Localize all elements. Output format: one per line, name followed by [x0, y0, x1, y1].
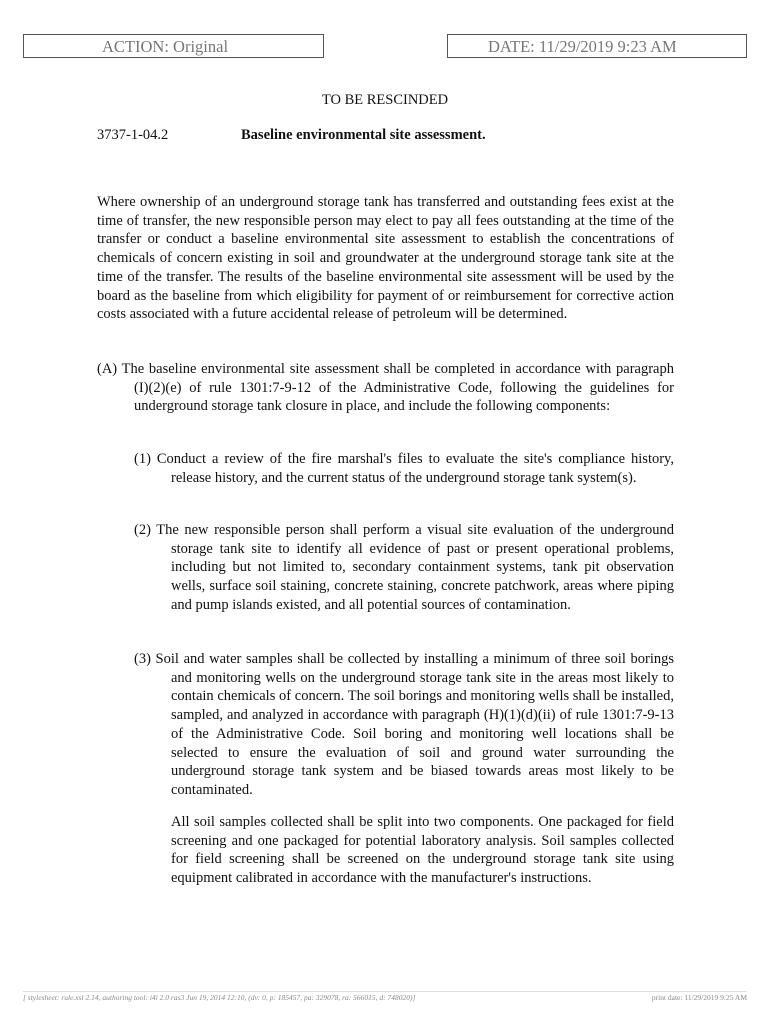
intro-paragraph: Where ownership of an underground storage tank has transferred and outstanding fees exist at the time of transfer, the new responsible person may elect to pay all fees outstanding at the time of the transfer or conduct a baseline environmental site assessment to establish the concentrations of chemicals of concern existing in soil and groundwater at the underground storage tank site at the time of the transfer. The results of the baseline environmental site assessment will be used by the board as the baseline from which eligibility for payment of or reimbursement for corrective action costs associated with a future accidental release of petroleum will be determined.: [97, 194, 674, 323]
paragraph-a-1: (1) Conduct a review of the fire marshal's files to evaluate the site's compliance history, release history, and the current status of the underground storage tank system(s).: [134, 451, 674, 486]
rescind-status: TO BE RESCINDED: [321, 92, 449, 108]
footer-divider: [23, 991, 747, 992]
rule-number: 3737-1-04.2: [97, 127, 169, 143]
paragraph-a-3: (3) Soil and water samples shall be collected by installing a minimum of three soil borings and monitoring wells on the underground storage tank site in the areas most likely to contain chemicals of concern. The soil borings and monitoring wells shall be installed, sampled, and analyzed in accordance with paragraph (H)(1)(d)(ii) of rule 1301:7-9-13 of the Administrative Code. Soil boring and monitoring well locations shall be selected to ensure the evaluation of soil and ground water surrounding the underground storage tank system and be biased towards areas most likely to be contaminated.: [134, 651, 674, 798]
date-header: DATE: 11/29/2019 9:23 AM: [447, 34, 747, 58]
paragraph-a-3-samples: All soil samples collected shall be split into two components. One packaged for field screening and one packaged for potential laboratory analysis. Soil samples collected for field screening shall be screened on the underground storage tank site using equipment calibrated in accordance with the manufacturer's instructions.: [171, 814, 674, 887]
rule-title: Baseline environmental site assessment.: [241, 127, 486, 143]
paragraph-a: (A) The baseline environmental site assessment shall be completed in accordance with paragraph (I)(2)(e) of rule 1301:7-9-12 of the Administrative Code, following the guidelines for underground storage tank closure in place, and include the following components:: [97, 361, 674, 415]
paragraph-a-2: (2) The new responsible person shall perform a visual site evaluation of the underground storage tank site to identify all evidence of past or present operational problems, including but not limited to, secondary containment systems, tank pit observation wells, surface soil staining, concrete staining, concrete patchwork, areas where piping and pump islands existed, and all potential sources of contamination.: [134, 522, 674, 613]
footer-print-date: print date: 11/29/2019 9:25 AM: [651, 993, 747, 1002]
footer-stylesheet-info: [ stylesheet: rule.xsl 2.14, authoring tool: i4i 2.0 ras3 Jun 19, 2014 12:10, (dv: 0, p: 185457, pa: 329078, ra: 566015, d: 748020)]: [23, 993, 416, 1002]
action-header: ACTION: Original: [23, 34, 324, 58]
